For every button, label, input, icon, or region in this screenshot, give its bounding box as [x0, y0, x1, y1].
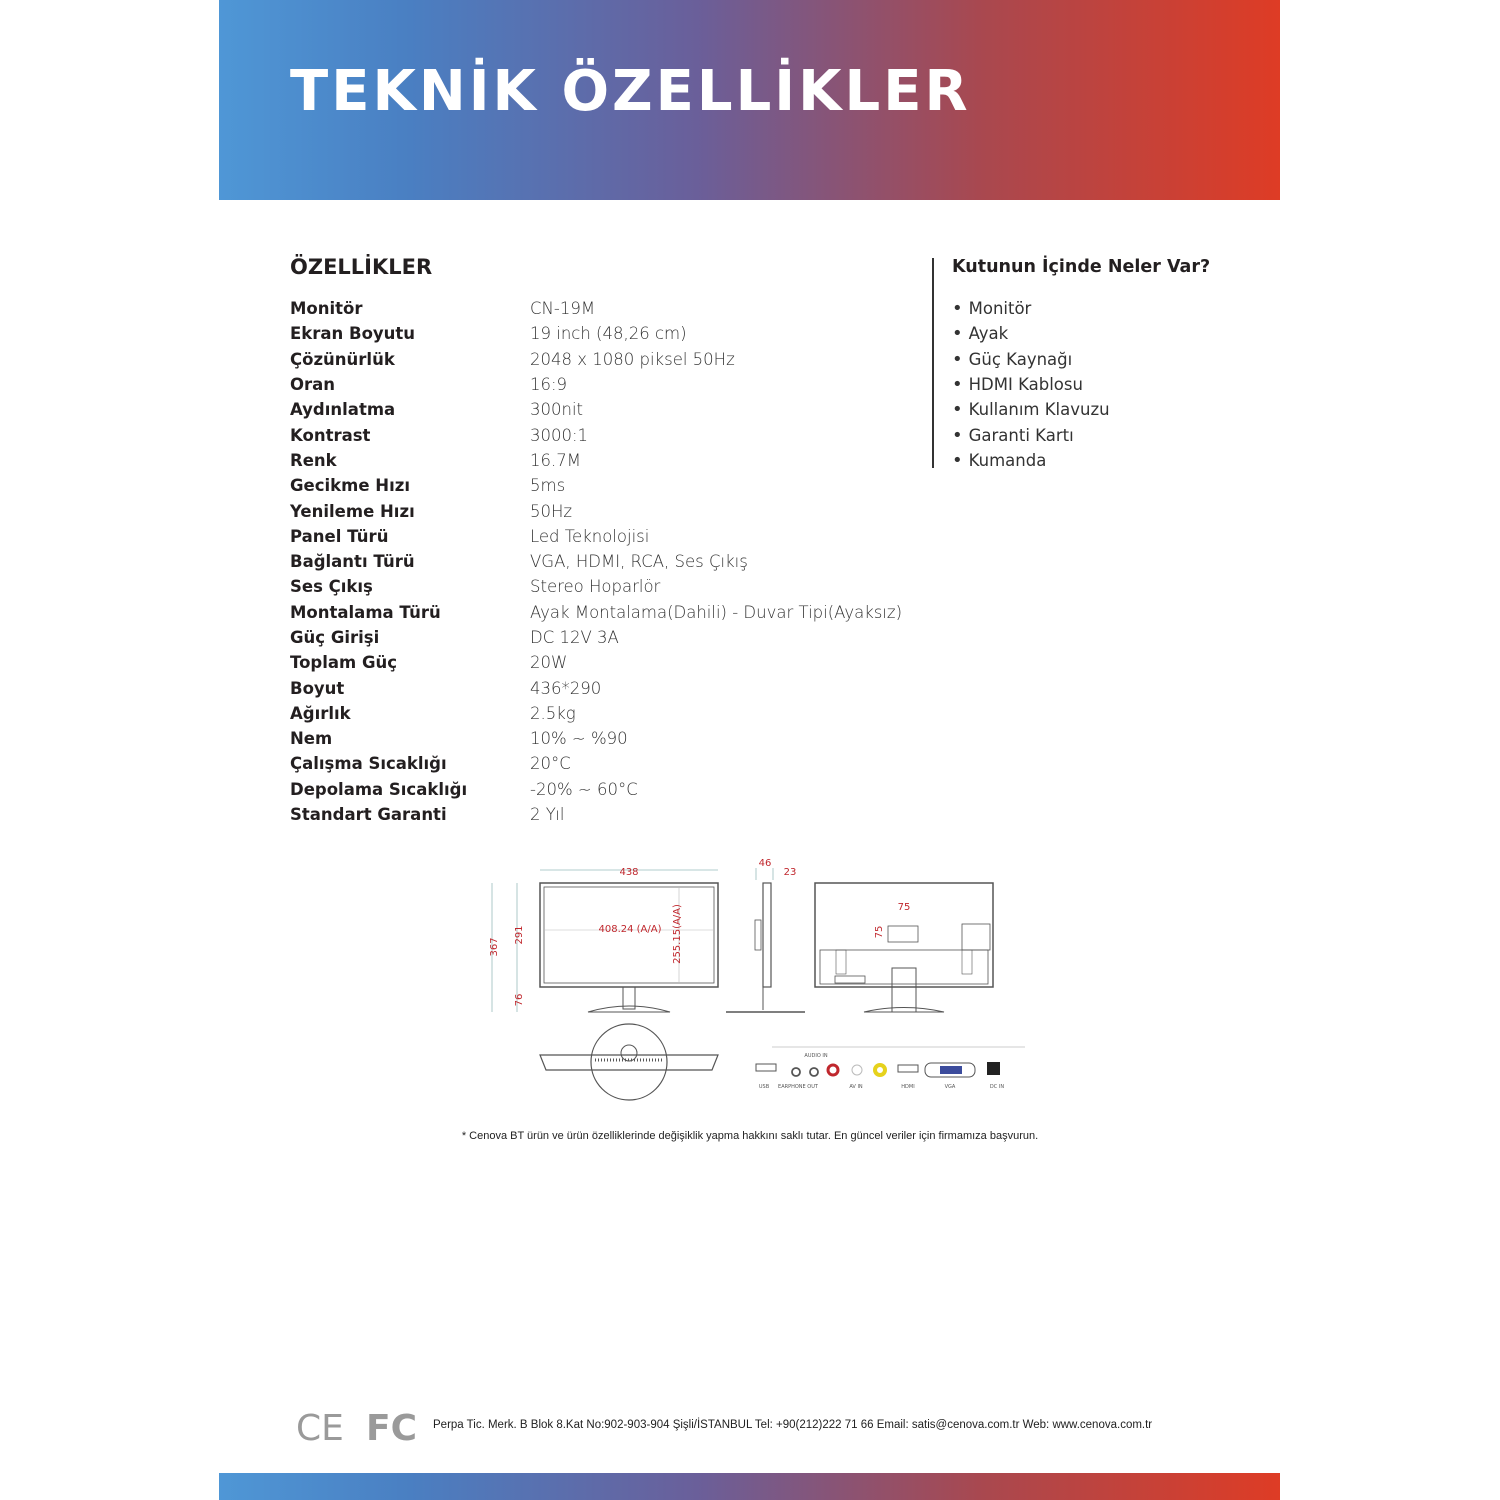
spec-label: Gecikme Hızı	[290, 476, 410, 496]
spec-value: 300nit	[530, 400, 584, 420]
box-item: • Garanti Kartı	[952, 422, 1110, 447]
spec-row	[290, 397, 910, 422]
spec-value: 50Hz	[530, 501, 573, 521]
spec-label: Çözünürlük	[290, 349, 395, 369]
spec-value: 19 inch (48,26 cm)	[530, 324, 687, 344]
dim-height-total: 367	[489, 937, 500, 957]
box-item: • Kullanım Klavuzu	[952, 397, 1110, 422]
box-item: • Güç Kaynağı	[952, 347, 1110, 372]
fc-logo: FC	[366, 1408, 418, 1446]
spec-label: Toplam Güç	[290, 653, 398, 673]
spec-value: 16.7M	[530, 450, 581, 470]
spec-label: Oran	[290, 375, 336, 395]
spec-label: Ekran Boyutu	[290, 324, 416, 344]
box-item: • Ayak	[952, 321, 1110, 346]
spec-label: Bağlantı Türü	[290, 552, 415, 572]
dim-depth: 46	[758, 858, 772, 869]
spec-value: VGA, HDMI, RCA, Ses Çıkış	[530, 552, 748, 572]
disclaimer-note: * Cenova BT ürün ve ürün özelliklerinde değişiklik yapma hakkını saklı tutar. En güncel veriler için firmamıza başvurun.	[461, 1130, 1039, 1142]
spec-value: 20°C	[530, 754, 571, 774]
specs-table	[290, 296, 910, 827]
spec-row	[290, 524, 910, 549]
dim-vesa-h: 75	[874, 925, 885, 939]
spec-label: Montalama Türü	[290, 602, 441, 622]
spec-value: 16:9	[530, 375, 568, 395]
box-item: • Kumanda	[952, 448, 1110, 473]
spec-row	[290, 321, 910, 346]
spec-value: 2 Yıl	[530, 805, 565, 825]
spec-row	[290, 574, 910, 599]
dim-width: 438	[619, 867, 639, 878]
specs-title: ÖZELLİKLER	[290, 255, 433, 279]
spec-label: Aydınlatma	[290, 400, 396, 420]
spec-value: -20% ~ 60°C	[530, 779, 638, 799]
footer-bar	[219, 1473, 1280, 1500]
side-view	[726, 868, 805, 1012]
port-audio-in: AUDIO IN	[804, 1053, 828, 1059]
spec-row	[290, 802, 910, 827]
spec-row	[290, 675, 910, 700]
spec-value: DC 12V 3A	[530, 628, 619, 647]
spec-row	[290, 347, 910, 372]
spec-row	[290, 701, 910, 726]
spec-row	[290, 473, 910, 498]
port-vga: VGA	[944, 1084, 956, 1090]
spec-label: Güç Girişi	[290, 628, 380, 647]
spec-label: Monitör	[290, 299, 363, 319]
spec-label: Boyut	[290, 678, 345, 698]
spec-row	[290, 751, 910, 776]
spec-row	[290, 650, 910, 675]
port-usb: USB	[758, 1084, 770, 1090]
spec-value: CN-19M	[530, 299, 596, 319]
spec-label: Ses Çıkış	[290, 577, 373, 597]
column-divider	[932, 258, 934, 468]
spec-row	[290, 448, 910, 473]
spec-label: Standart Garanti	[290, 805, 447, 825]
spec-label: Panel Türü	[290, 526, 389, 546]
technical-drawing	[480, 850, 1040, 1115]
spec-row	[290, 726, 910, 751]
port-panel	[756, 1047, 1025, 1077]
spec-row	[290, 549, 910, 574]
box-item: • HDMI Kablosu	[952, 372, 1110, 397]
dim-stand: 76	[514, 993, 525, 1007]
spec-value: 2048 x 1080 piksel 50Hz	[530, 349, 735, 369]
spec-row	[290, 777, 910, 802]
spec-row	[290, 600, 910, 625]
footer-contact: Perpa Tic. Merk. B Blok 8.Kat No:902-903-904 Şişli/İSTANBUL Tel: +90(212)222 71 66 Email: satis@cenova.com.tr Web: www.cenova.com.tr	[433, 1419, 1153, 1431]
spec-row	[290, 296, 910, 321]
ce-logo: CE	[296, 1408, 344, 1446]
spec-value: 20W	[530, 653, 568, 673]
spec-row	[290, 372, 910, 397]
port-av-in: AV IN	[849, 1084, 863, 1090]
dim-depth-thin: 23	[783, 867, 797, 878]
spec-label: Nem	[290, 729, 333, 749]
spec-value: 10% ~ %90	[530, 729, 628, 749]
port-earphone: EARPHONE OUT	[778, 1084, 818, 1090]
spec-label: Depolama Sıcaklığı	[290, 779, 468, 799]
spec-value: Led Teknolojisi	[530, 526, 650, 546]
spec-row	[290, 625, 910, 650]
box-item: • Monitör	[952, 296, 1110, 321]
header-banner	[219, 0, 1280, 200]
spec-row	[290, 498, 910, 523]
top-view	[540, 1024, 718, 1100]
spec-value: Stereo Hoparlör	[530, 577, 661, 597]
spec-label: Ağırlık	[290, 703, 351, 723]
dim-height-screen: 291	[514, 925, 525, 945]
front-view	[492, 870, 718, 1012]
dim-diag-h: 255.15(A/A)	[672, 904, 683, 964]
spec-value: 2.5kg	[530, 703, 576, 723]
spec-row	[290, 422, 910, 447]
dim-diag-w: 408.24 (A/A)	[598, 924, 662, 935]
box-contents-list	[952, 296, 1110, 473]
spec-value: 3000:1	[530, 425, 589, 445]
spec-label: Kontrast	[290, 425, 371, 445]
spec-value: Ayak Montalama(Dahili) - Duvar Tipi(Ayaksız)	[530, 602, 903, 622]
spec-value: 436*290	[530, 678, 602, 698]
port-dc-in: DC IN	[989, 1084, 1005, 1090]
spec-label: Renk	[290, 450, 337, 470]
dim-vesa-w: 75	[897, 902, 911, 913]
spec-label: Çalışma Sıcaklığı	[290, 754, 447, 774]
spec-label: Yenileme Hızı	[290, 501, 415, 521]
spec-value: 5ms	[530, 476, 566, 496]
page-title: TEKNİK ÖZELLİKLER	[290, 59, 971, 124]
certification-logos	[296, 1406, 421, 1446]
port-hdmi: HDMI	[901, 1084, 915, 1090]
box-contents-title: Kutunun İçinde Neler Var?	[952, 257, 1211, 277]
